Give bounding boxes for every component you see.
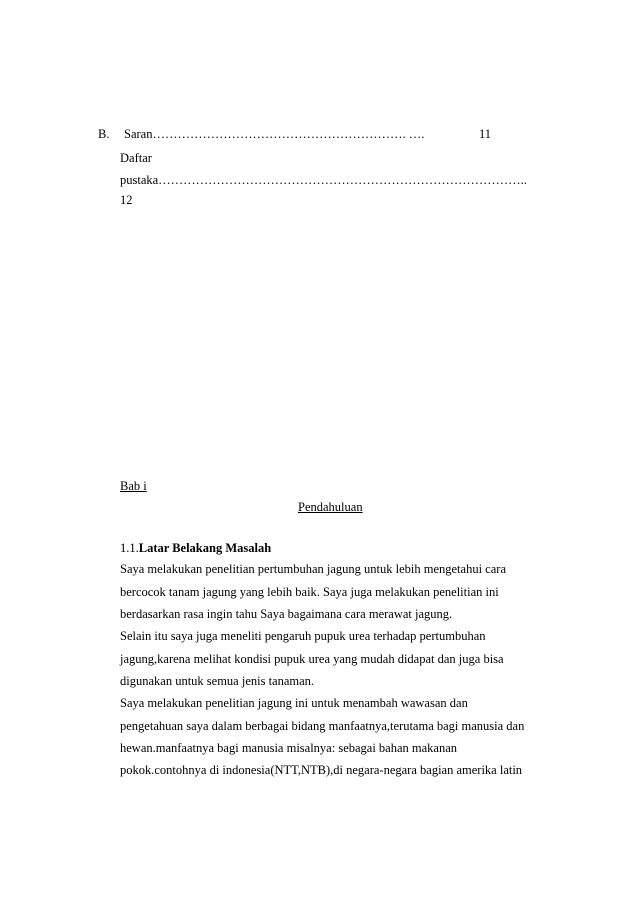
chapter-title: Pendahuluan <box>298 500 363 514</box>
section-number: 1.1. <box>120 541 139 555</box>
paragraph-line: pengetahuan saya dalam berbagai bidang manfaatnya,terutama bagi manusia dan <box>120 719 525 733</box>
paragraph-line: digunakan untuk semua jenis tanaman. <box>120 674 315 688</box>
paragraph-line: Saya melakukan penelitian jagung ini untuk menambah wawasan dan <box>120 696 468 710</box>
toc-saran-label: Saran……………………………………………………. …. <box>124 127 425 141</box>
paragraph-line: berdasarkan rasa ingin tahu Saya bagaimana cara merawat jagung. <box>120 607 453 621</box>
toc-daftar-line2: pustaka…………………………………………………………………………….. <box>120 173 527 187</box>
paragraph-line: jagung,karena melihat kondisi pupuk urea yang mudah didapat dan juga bisa <box>120 652 504 666</box>
toc-saran-letter: B. <box>98 127 110 141</box>
paragraph-line: Saya melakukan penelitian pertumbuhan jagung untuk lebih mengetahui cara <box>120 562 506 576</box>
toc-saran-page: 11 <box>479 127 492 141</box>
paragraph-line: bercocok tanam jagung yang lebih baik. Saya juga melakukan penelitian ini <box>120 585 499 599</box>
chapter-label: Bab i <box>120 479 147 493</box>
paragraph-line: Selain itu saya juga meneliti pengaruh pupuk urea terhadap pertumbuhan <box>120 629 486 643</box>
toc-daftar-line1: Daftar <box>120 151 152 165</box>
toc-daftar-page: 12 <box>120 193 133 207</box>
section-heading-text: Latar Belakang Masalah <box>138 541 272 555</box>
paragraph-line: hewan.manfaatnya bagi manusia misalnya: sebagai bahan makanan <box>120 741 458 755</box>
section-heading <box>120 541 271 556</box>
paragraph-line: pokok.contohnya di indonesia(NTT,NTB),di negara-negara bagian amerika latin <box>120 763 523 777</box>
